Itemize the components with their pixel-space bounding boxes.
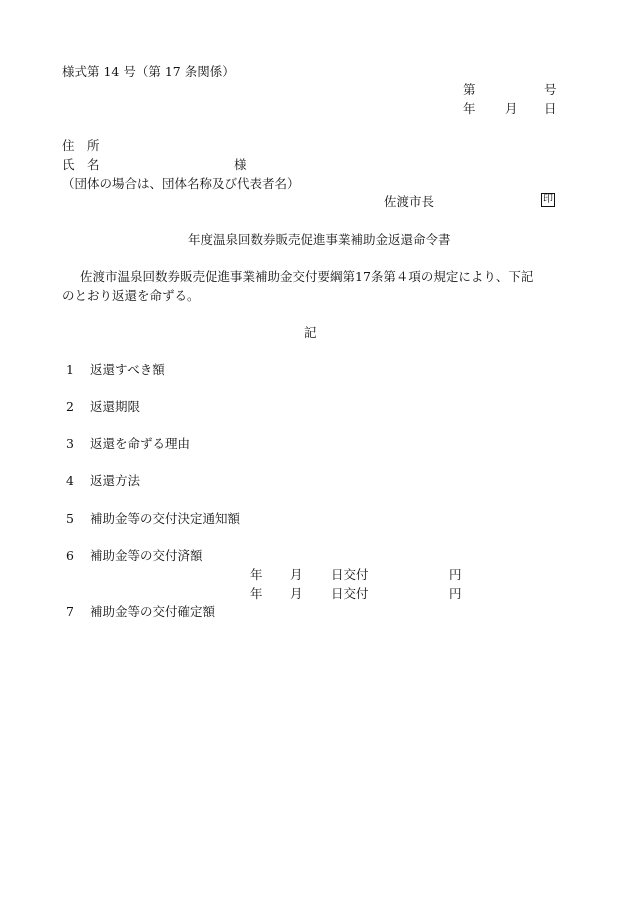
doc-number-prefix: 第 bbox=[463, 82, 476, 97]
date-month-label: 月 bbox=[505, 101, 518, 116]
item-label: 補助金等の交付済額 bbox=[90, 548, 203, 563]
ki-heading: 記 bbox=[304, 325, 317, 340]
date-day-label: 日 bbox=[544, 101, 557, 116]
address-label: 住 所 bbox=[62, 138, 100, 153]
item-number: 4 bbox=[66, 473, 74, 488]
body-line-1: 佐渡市温泉回数券販売促進事業補助金交付要綱第17条第４項の規定により、下記 bbox=[80, 269, 534, 284]
item-label: 返還を命ずる理由 bbox=[90, 436, 191, 451]
payment-month: 月 bbox=[290, 586, 303, 601]
body-line-2: のとおり返還を命ずる。 bbox=[62, 288, 200, 303]
item-label: 補助金等の交付決定通知額 bbox=[90, 511, 241, 526]
item-label: 補助金等の交付確定額 bbox=[90, 604, 216, 619]
payment-yen: 円 bbox=[449, 586, 462, 601]
item-number: 3 bbox=[66, 436, 74, 451]
item-number: 2 bbox=[66, 399, 74, 414]
payment-year: 年 bbox=[250, 586, 263, 601]
date-year-label: 年 bbox=[463, 101, 476, 116]
item-label: 返還方法 bbox=[90, 473, 141, 488]
item-number: 7 bbox=[66, 604, 74, 619]
payment-day: 日交付 bbox=[331, 567, 369, 582]
organization-note: （団体の場合は、団体名称及び代表者名） bbox=[62, 176, 300, 191]
doc-number-suffix: 号 bbox=[544, 82, 557, 97]
payment-yen: 円 bbox=[449, 567, 462, 582]
honorific-label: 様 bbox=[234, 157, 247, 172]
payment-month: 月 bbox=[290, 567, 303, 582]
issuer-title: 佐渡市長 bbox=[384, 194, 435, 209]
name-label: 氏 名 bbox=[62, 157, 100, 172]
item-number: 5 bbox=[66, 511, 74, 526]
payment-year: 年 bbox=[250, 567, 263, 582]
seal-character: 印 bbox=[543, 194, 553, 205]
document-title: 年度温泉回数券販売促進事業補助金返還命令書 bbox=[188, 232, 451, 247]
payment-day: 日交付 bbox=[331, 586, 369, 601]
item-number: 6 bbox=[66, 548, 74, 563]
seal-mark bbox=[541, 193, 555, 207]
item-label: 返還すべき額 bbox=[90, 362, 165, 377]
item-label: 返還期限 bbox=[90, 399, 141, 414]
item-number: 1 bbox=[66, 362, 74, 377]
form-number: 様式第 14 号（第 17 条関係） bbox=[62, 64, 235, 79]
